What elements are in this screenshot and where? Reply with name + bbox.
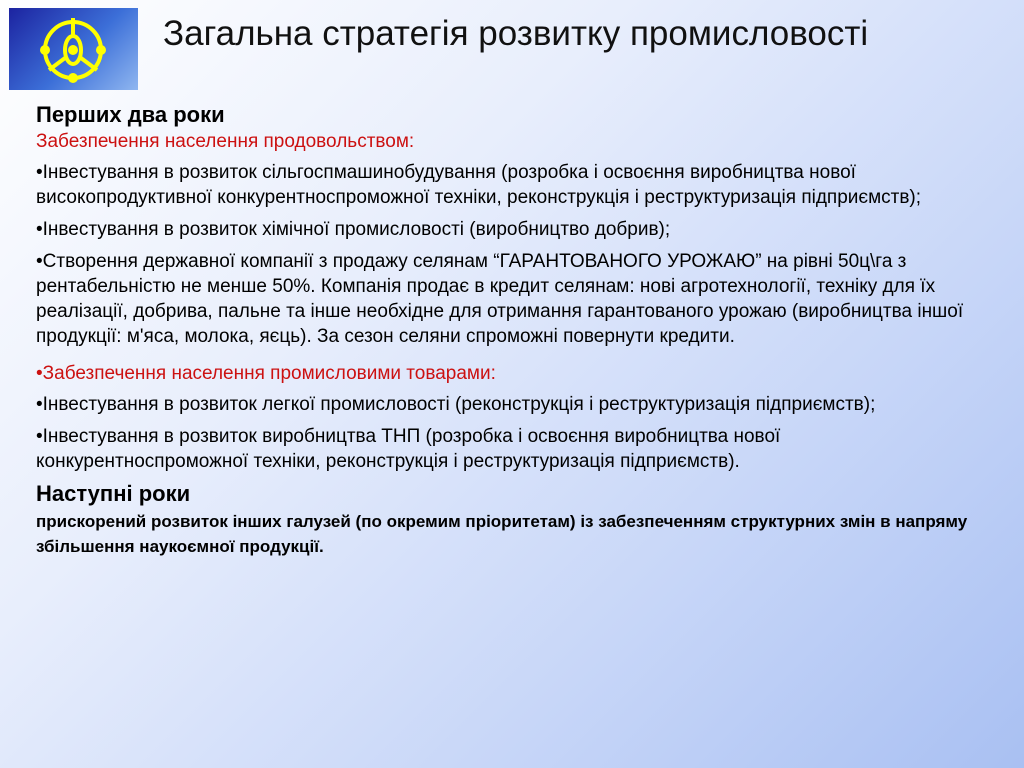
goods-item: •Інвестування в розвиток виробництва ТНП (розробка і освоєння виробництва нової конкурентноспроможної техніки, реконструкція і реструктуризація підприємств). xyxy=(36,426,781,472)
food-item: •Створення державної компанії з продажу селянам “ГАРАНТОВАНОГО УРОЖАЮ” на рівні 50ц\га з рентабельністю не менше 50%. Компанія продає в кредит селянам: нові агротехнології, техніку для їх реалізації, добрива, пальне та інше необхідне для отримання гарантованого урожаю (виробництва іншої продукції: м'яса, молока, яєць). За сезон селяни спроможні повернути кредити. xyxy=(36,251,964,347)
slide-title: Загальна стратегія розвитку промисловості xyxy=(163,14,869,53)
food-item: •Інвестування в розвиток сільгоспмашинобудування (розробка і освоєння виробництва нової високопродуктивної конкурентноспроможної техніки, реконструкція і реструктуризація підприємств); xyxy=(36,162,922,208)
section2-heading: Наступні роки xyxy=(36,481,191,506)
food-item: •Інвестування в розвиток хімічної промисловості (виробництво добрив); xyxy=(36,219,671,240)
section2-text: прискорений розвиток інших галузей (по окремим пріоритетам) із забезпеченням структурних змін в напряму збільшення наукоємної продукції. xyxy=(36,512,968,556)
goods-item: •Інвестування в розвиток легкої промисловості (реконструкція і реструктуризація підприємств); xyxy=(36,394,876,415)
section1-heading: Перших два роки xyxy=(36,102,225,127)
goods-heading: •Забезпечення населення промисловими товарами: xyxy=(36,363,496,384)
food-heading: Забезпечення населення продовольством: xyxy=(36,131,415,152)
atom-ring-logo-icon xyxy=(23,12,123,88)
logo xyxy=(9,8,138,90)
slide-content xyxy=(36,98,986,559)
